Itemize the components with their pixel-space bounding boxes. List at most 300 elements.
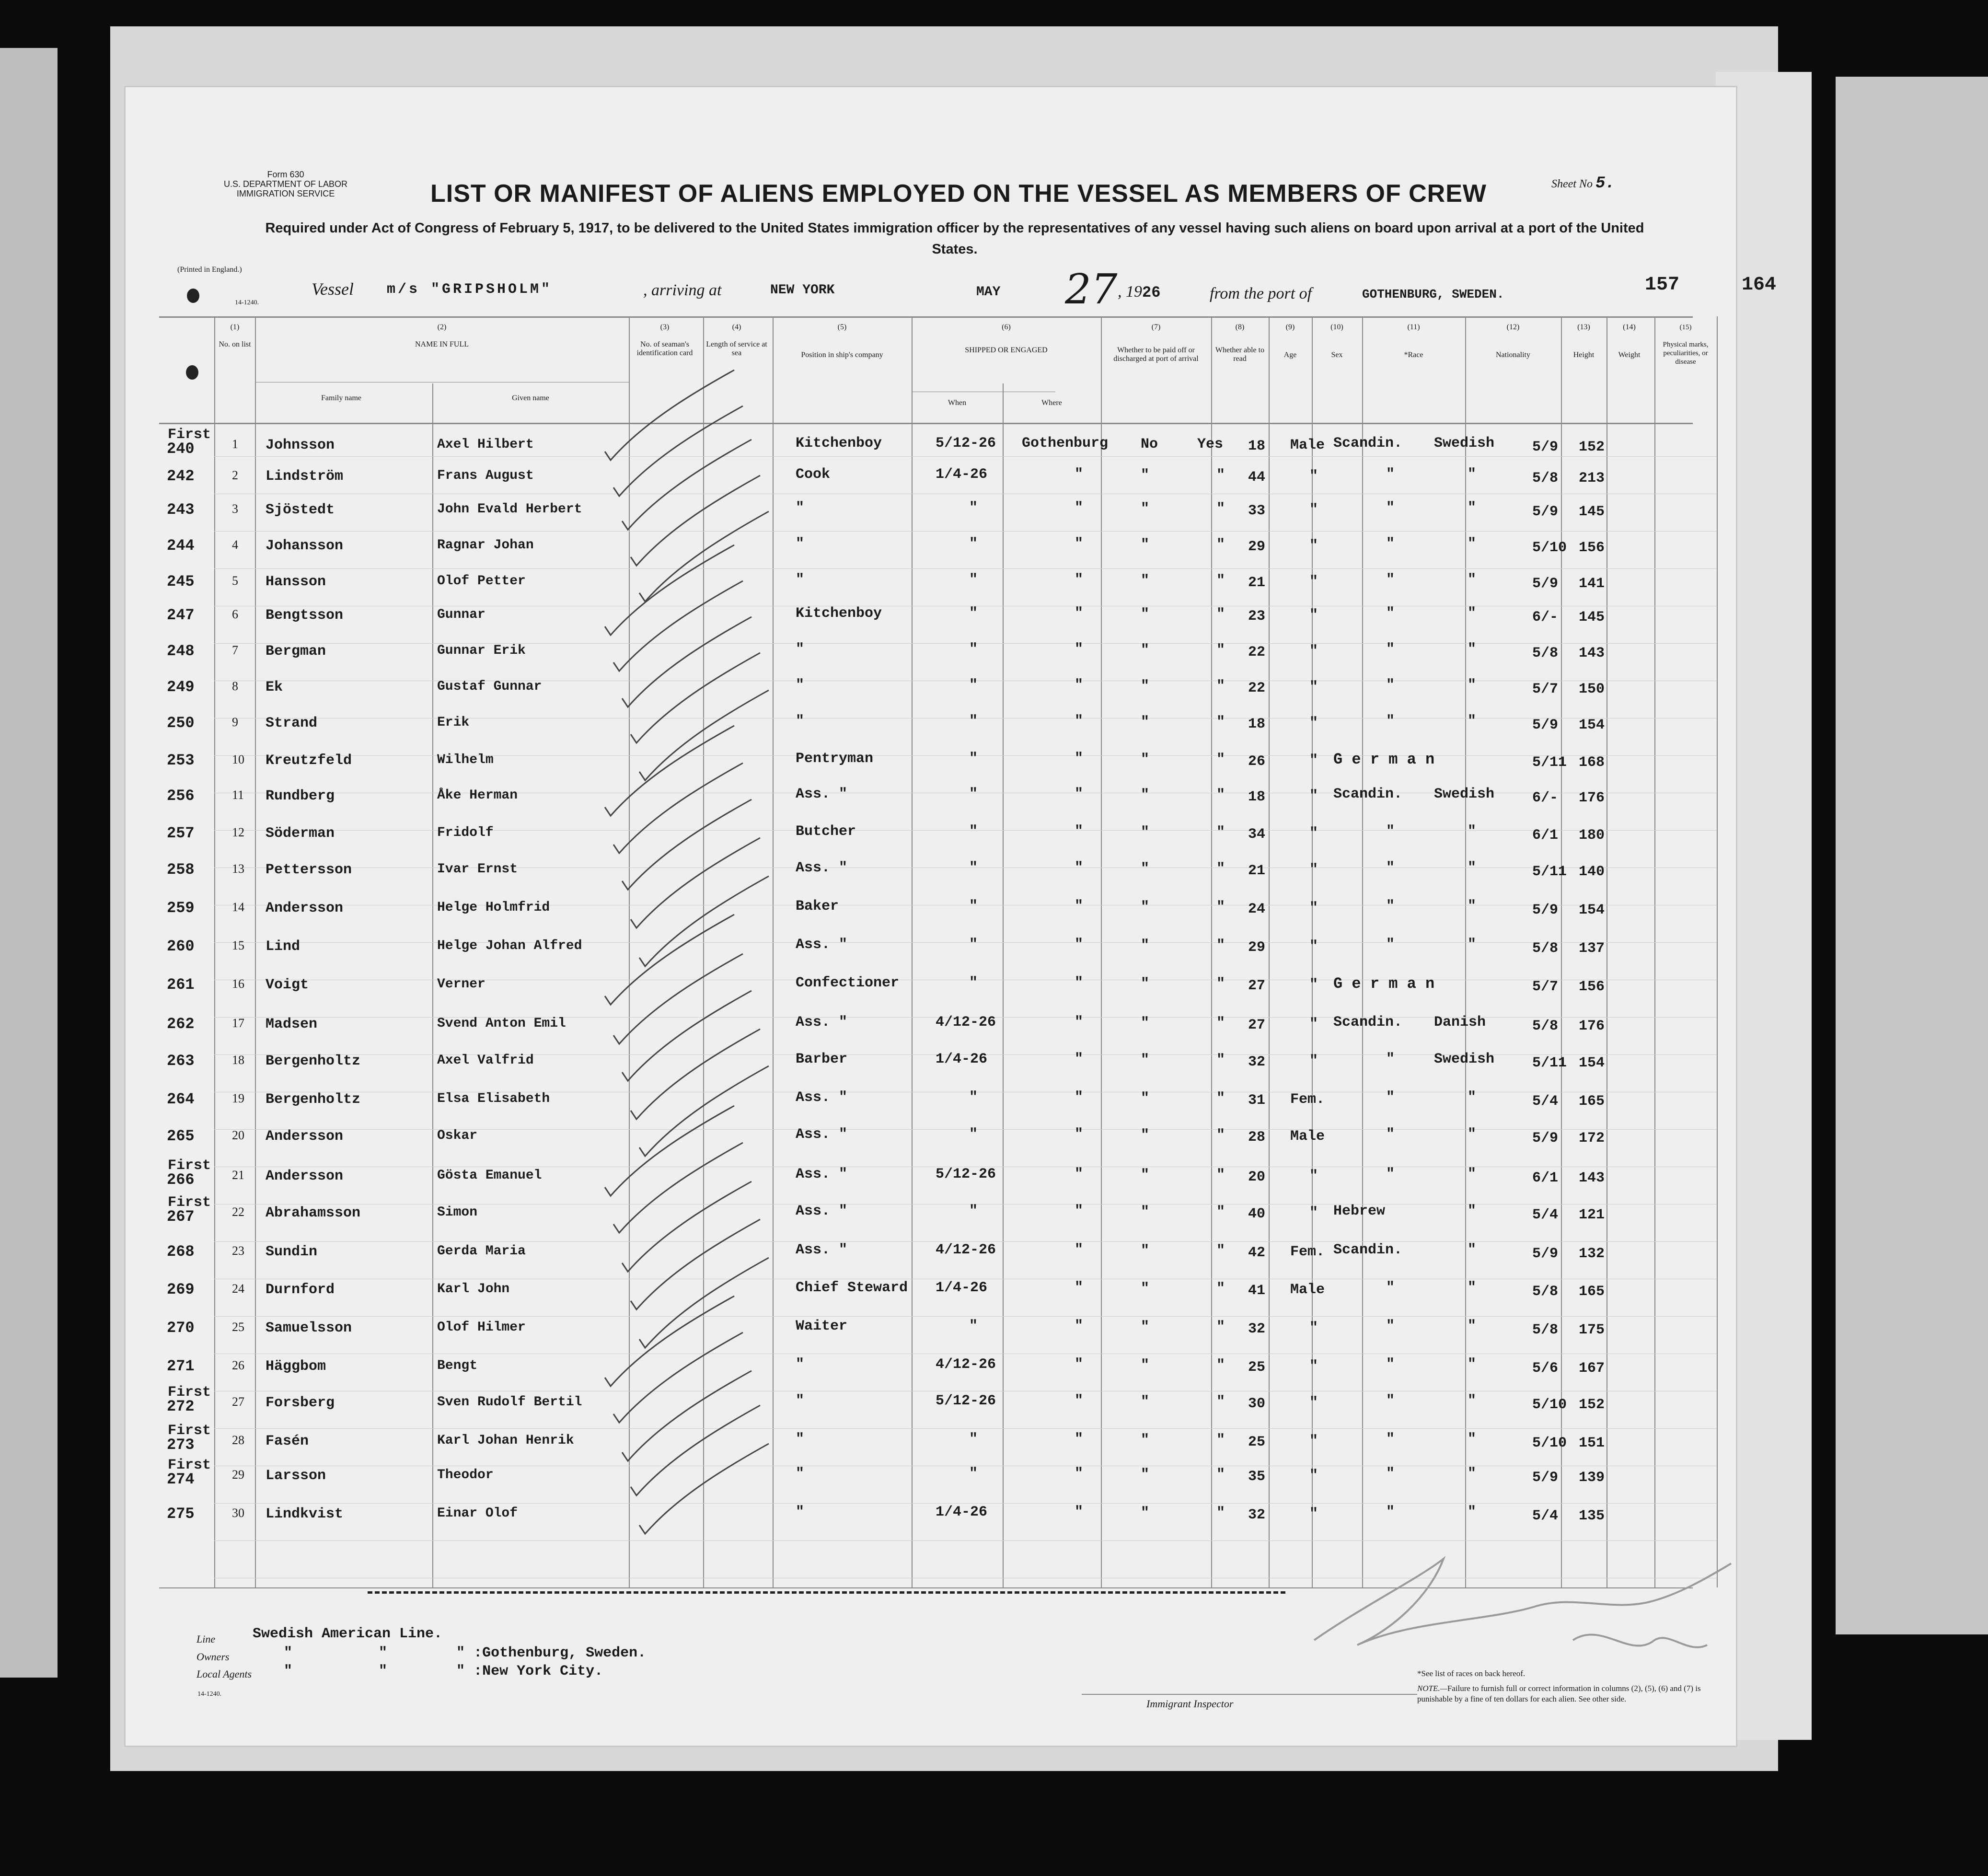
cell-weight: 152 <box>1579 439 1605 455</box>
cell-position: Ass. " <box>796 1203 848 1219</box>
cell-weight: 154 <box>1579 902 1605 918</box>
from-port: GOTHENBURG, SWEDEN. <box>1362 287 1504 301</box>
header-col-12-label: Nationality <box>1496 351 1530 359</box>
cell-read: " <box>1216 606 1225 623</box>
cell-when: " <box>969 713 978 730</box>
cell-race: G e r m a n <box>1333 751 1435 768</box>
cell-when: 1/4-26 <box>936 466 988 483</box>
cell-weight: 176 <box>1579 1018 1605 1034</box>
cell-family: Strand <box>266 715 318 731</box>
header-col-13-num: (13) <box>1577 323 1590 331</box>
header-col-2a: Family name <box>321 394 361 402</box>
cell-no: 28 <box>232 1433 244 1447</box>
vessel-label: Vessel <box>312 279 354 299</box>
cell-height: 5/8 <box>1532 1018 1559 1034</box>
check-mark <box>631 838 760 928</box>
cell-age: 40 <box>1248 1206 1266 1222</box>
cell-age: 26 <box>1248 753 1266 770</box>
cell-when: 4/12-26 <box>936 1014 996 1031</box>
cell-position: " <box>796 536 805 552</box>
cell-when: " <box>969 1431 978 1448</box>
cell-when: 5/12-26 <box>936 1393 996 1409</box>
header-col-15-num: (15) <box>1679 324 1692 331</box>
cell-read: " <box>1216 1357 1225 1374</box>
check-mark <box>631 1029 760 1119</box>
cell-read: " <box>1216 1167 1225 1183</box>
cell-weight: 132 <box>1579 1246 1605 1262</box>
cell-height: 5/9 <box>1532 717 1559 733</box>
check-mark <box>639 1444 769 1534</box>
cell-age: 21 <box>1248 575 1266 591</box>
cell-read: Yes <box>1197 436 1224 452</box>
cell-weight: 175 <box>1579 1322 1605 1338</box>
cell-when: " <box>969 823 978 840</box>
cell-family: Häggbom <box>266 1358 326 1375</box>
cell-tag: First <box>168 1457 211 1473</box>
cell-nat: " <box>1468 1280 1477 1296</box>
cell-nat: " <box>1468 1242 1477 1258</box>
cell-nat: " <box>1468 1431 1477 1448</box>
check-mark <box>622 991 751 1081</box>
cell-position: " <box>796 500 805 516</box>
cell-nat: " <box>1468 1393 1477 1409</box>
cell-when: " <box>969 860 978 876</box>
cell-no: 7 <box>232 643 238 657</box>
cell-height: 5/8 <box>1532 470 1559 486</box>
cell-read: " <box>1216 1319 1225 1335</box>
cell-race: " <box>1386 1318 1395 1334</box>
cell-race: " <box>1386 823 1395 840</box>
cell-family: Durnford <box>266 1282 335 1298</box>
check-mark <box>605 1106 734 1196</box>
header-col-5-label: Position in ship's company <box>801 351 883 359</box>
cell-sex: " <box>1309 574 1318 590</box>
cell-read: " <box>1216 938 1225 954</box>
cell-paid: " <box>1141 714 1150 730</box>
cell-position: Ass. " <box>796 937 848 953</box>
cell-sex: Fem. <box>1290 1091 1325 1108</box>
cell-height: 5/10 <box>1532 1397 1567 1413</box>
cell-paid: " <box>1141 1281 1150 1297</box>
cell-race: " <box>1386 1431 1395 1448</box>
cell-read: " <box>1216 642 1225 659</box>
cell-no: 3 <box>232 502 238 516</box>
cell-age: 22 <box>1248 644 1266 660</box>
cell-ref: 266 <box>167 1171 195 1189</box>
cell-race: " <box>1386 677 1395 694</box>
cell-sex: " <box>1309 1358 1318 1375</box>
check-mark <box>631 653 760 743</box>
cell-age: 42 <box>1248 1245 1266 1261</box>
cell-height: 6/- <box>1532 609 1559 625</box>
header-col-1-num: (1) <box>230 323 240 331</box>
cell-read: " <box>1216 537 1225 553</box>
arrival-day: 27 <box>1065 266 1118 313</box>
cell-ref: 250 <box>167 714 195 732</box>
cell-weight: 213 <box>1579 470 1605 486</box>
check-mark <box>622 799 751 890</box>
cell-tag: First <box>168 1423 211 1439</box>
header-col-14-label: Weight <box>1618 351 1641 359</box>
cell-nat: Danish <box>1434 1014 1486 1031</box>
cell-position: " <box>796 1393 805 1409</box>
cell-no: 29 <box>232 1468 244 1482</box>
cell-where: " <box>1075 713 1084 730</box>
cell-given: Helge Johan Alfred <box>437 938 582 953</box>
cell-where: " <box>1075 1356 1084 1373</box>
cell-height: 5/11 <box>1532 864 1567 880</box>
cell-paid: " <box>1141 1204 1150 1220</box>
cell-position: Kitchenboy <box>796 605 882 622</box>
cell-sex: " <box>1309 788 1318 804</box>
cell-paid: " <box>1141 537 1150 553</box>
header-col-3-num: (3) <box>660 323 670 331</box>
form-number: Form 630 <box>267 170 304 179</box>
header-col-9-num: (9) <box>1285 323 1295 331</box>
cell-read: " <box>1216 467 1225 484</box>
cell-where: " <box>1075 1466 1084 1482</box>
check-mark <box>613 954 743 1044</box>
cell-paid: " <box>1141 1015 1150 1031</box>
cell-height: 5/9 <box>1532 1470 1559 1486</box>
cell-read: " <box>1216 899 1225 915</box>
header-col-1-label: No. on list <box>219 340 251 348</box>
check-mark <box>631 475 760 566</box>
cell-paid: " <box>1141 501 1150 517</box>
printed-note: (Printed in England.) <box>177 266 242 274</box>
header-col-6b: Where <box>1041 399 1062 407</box>
cell-age: 22 <box>1248 680 1266 696</box>
cell-position: Confectioner <box>796 975 900 991</box>
header-col-11-label: *Race <box>1404 351 1423 359</box>
cell-no: 27 <box>232 1395 244 1409</box>
cell-given: Bengt <box>437 1358 478 1373</box>
cell-ref: 269 <box>167 1281 195 1298</box>
cell-when: " <box>969 536 978 552</box>
cell-position: " <box>796 572 805 588</box>
header-col-3-label: No. of seaman's identification card <box>636 340 693 357</box>
cell-age: 35 <box>1248 1469 1266 1485</box>
cell-no: 26 <box>232 1358 244 1372</box>
cell-given: Fridolf <box>437 825 494 840</box>
cell-paid: " <box>1141 1167 1150 1183</box>
cell-no: 13 <box>232 862 244 876</box>
cell-paid: " <box>1141 752 1150 768</box>
cell-given: Oskar <box>437 1128 478 1143</box>
cell-nat: " <box>1468 1356 1477 1373</box>
cell-ref: 264 <box>167 1090 195 1108</box>
cell-no: 21 <box>232 1168 244 1182</box>
vessel-name: m/s "GRIPSHOLM" <box>387 281 553 298</box>
cell-race: " <box>1386 1126 1395 1143</box>
cell-ref: 261 <box>167 976 195 994</box>
cell-when: " <box>969 1126 978 1143</box>
cell-paid: " <box>1141 1090 1150 1107</box>
cell-family: Bergman <box>266 643 326 660</box>
cell-paid: " <box>1141 642 1150 659</box>
cell-ref: 270 <box>167 1319 195 1337</box>
cell-weight: 152 <box>1579 1397 1605 1413</box>
cell-weight: 145 <box>1579 609 1605 625</box>
header-col-15-label: Physical marks, peculiarities, or disease <box>1663 341 1709 366</box>
cell-position: Chief Steward <box>796 1280 908 1296</box>
check-mark <box>605 1296 734 1386</box>
cell-ref: 274 <box>167 1471 195 1488</box>
cell-nat: Swedish <box>1434 786 1495 802</box>
cell-paid: " <box>1141 573 1150 589</box>
cell-race: " <box>1386 1504 1395 1520</box>
cell-where: " <box>1075 641 1084 658</box>
cell-ref: 247 <box>167 606 195 624</box>
cell-weight: 168 <box>1579 754 1605 771</box>
cell-race: " <box>1386 641 1395 658</box>
cell-read: " <box>1216 1505 1225 1521</box>
cell-given: Gunnar <box>437 607 485 622</box>
check-mark <box>613 406 743 496</box>
cell-position: " <box>796 1356 805 1373</box>
cell-when: 4/12-26 <box>936 1356 996 1373</box>
cell-position: Barber <box>796 1051 848 1067</box>
cell-family: Söderman <box>266 825 335 842</box>
header-col-6-label: SHIPPED OR ENGAGED <box>965 346 1048 354</box>
cell-family: Lindström <box>266 468 344 485</box>
cell-weight: 150 <box>1579 681 1605 697</box>
cell-sex: " <box>1309 900 1318 916</box>
cell-paid: " <box>1141 678 1150 695</box>
cell-no: 20 <box>232 1128 244 1142</box>
footer-races-note: *See list of races on back hereof. <box>1417 1669 1526 1678</box>
cell-age: 18 <box>1248 438 1266 454</box>
header-col-8-num: (8) <box>1235 323 1245 331</box>
form-service: IMMIGRATION SERVICE <box>236 189 335 198</box>
stamp-number-a: 157 <box>1645 274 1680 296</box>
cell-age: 32 <box>1248 1507 1266 1523</box>
cell-nat: " <box>1468 1466 1477 1482</box>
cell-family: Andersson <box>266 1168 344 1184</box>
cell-race: G e r m a n <box>1333 975 1435 993</box>
cell-sex: " <box>1309 1320 1318 1336</box>
cell-no: 15 <box>232 938 244 952</box>
cell-position: Ass. " <box>796 1126 848 1143</box>
header-col-8-label: Whether able to read <box>1215 346 1265 363</box>
cell-family: Bergenholtz <box>266 1053 361 1069</box>
cell-weight: 172 <box>1579 1130 1605 1146</box>
cell-ref: 262 <box>167 1015 195 1033</box>
cell-when: 1/4-26 <box>936 1504 988 1520</box>
check-mark <box>639 511 769 602</box>
header-col-12-num: (12) <box>1506 323 1520 331</box>
cell-ref: 275 <box>167 1505 195 1523</box>
check-mark <box>639 1258 769 1348</box>
cell-height: 5/6 <box>1532 1360 1559 1377</box>
cell-sex: " <box>1309 1205 1318 1221</box>
cell-given: Gunnar Erik <box>437 643 526 658</box>
cell-height: 5/7 <box>1532 681 1559 697</box>
cell-paid: " <box>1141 1127 1150 1144</box>
cell-position: Ass. " <box>796 786 848 802</box>
cell-no: 9 <box>232 715 238 729</box>
cell-no: 1 <box>232 437 238 451</box>
check-mark <box>639 876 769 966</box>
cell-height: 5/8 <box>1532 645 1559 661</box>
header-col-5-num: (5) <box>837 323 847 331</box>
cell-paid: " <box>1141 1505 1150 1521</box>
cell-family: Hansson <box>266 574 326 590</box>
cell-where: " <box>1075 572 1084 588</box>
cell-nat: " <box>1468 572 1477 588</box>
cell-height: 5/8 <box>1532 940 1559 957</box>
cell-family: Lindkvist <box>266 1506 344 1522</box>
cell-sex: " <box>1309 1016 1318 1032</box>
header-col-6a: When <box>948 399 967 407</box>
cell-race: " <box>1386 1280 1395 1296</box>
cell-position: Ass. " <box>796 1089 848 1106</box>
cell-where: " <box>1075 860 1084 876</box>
check-mark <box>605 545 734 635</box>
header-col-14-num: (14) <box>1623 323 1636 331</box>
cell-position: Pentryman <box>796 751 874 767</box>
cell-no: 4 <box>232 538 238 552</box>
cell-nat: " <box>1468 713 1477 730</box>
cell-age: 27 <box>1248 1017 1266 1033</box>
cell-sex: Male <box>1290 1128 1325 1145</box>
cell-family: Pettersson <box>266 862 352 878</box>
cell-height: 5/4 <box>1532 1508 1559 1524</box>
header-col-6-num: (6) <box>1002 323 1011 331</box>
cell-height: 5/9 <box>1532 1246 1559 1262</box>
cell-ref: 257 <box>167 824 195 842</box>
cell-read: " <box>1216 1090 1225 1107</box>
cell-family: Lind <box>266 938 301 955</box>
cell-height: 5/11 <box>1532 754 1567 771</box>
cell-given: Wilhelm <box>437 753 494 767</box>
cell-age: 29 <box>1248 939 1266 956</box>
check-mark <box>622 617 751 707</box>
cell-paid: " <box>1141 1243 1150 1259</box>
cell-family: Bergenholtz <box>266 1091 361 1108</box>
cell-position: Ass. " <box>796 860 848 876</box>
sheet-label: Sheet No <box>1551 178 1593 190</box>
cell-weight: 139 <box>1579 1470 1605 1486</box>
cell-race: " <box>1386 1356 1395 1373</box>
check-mark <box>639 1066 769 1156</box>
check-mark <box>622 1181 751 1272</box>
cell-family: Ek <box>266 679 283 695</box>
cell-when: " <box>969 1466 978 1482</box>
inspector-signature <box>1285 1549 1745 1664</box>
cell-height: 5/11 <box>1532 1055 1567 1071</box>
cell-sex: " <box>1309 715 1318 731</box>
cell-height: 5/8 <box>1532 1284 1559 1300</box>
cell-given: Erik <box>437 715 470 730</box>
arriving-label: , arriving at <box>643 281 722 299</box>
cell-paid: " <box>1141 899 1150 915</box>
footer-owners-label: Owners <box>196 1651 230 1663</box>
cell-age: 30 <box>1248 1396 1266 1412</box>
cell-race: " <box>1386 898 1395 915</box>
manifest-page <box>126 87 1777 1746</box>
cell-weight: 135 <box>1579 1508 1605 1524</box>
cell-when: " <box>969 572 978 588</box>
cell-nat: " <box>1468 823 1477 840</box>
cell-read: " <box>1216 573 1225 589</box>
cell-sex: " <box>1309 825 1318 842</box>
cell-race: " <box>1386 1166 1395 1182</box>
cell-paid: " <box>1141 1357 1150 1374</box>
cell-given: Åke Herman <box>437 788 518 803</box>
cell-height: 5/9 <box>1532 439 1559 455</box>
cell-height: 5/9 <box>1532 576 1559 592</box>
cell-no: 23 <box>232 1244 244 1258</box>
cell-when: 1/4-26 <box>936 1280 988 1296</box>
from-label: from the port of <box>1210 285 1312 302</box>
cell-given: Helge Holmfrid <box>437 900 550 915</box>
cell-position: " <box>796 1504 805 1520</box>
cell-given: Sven Rudolf Bertil <box>437 1395 582 1410</box>
cell-given: Gustaf Gunnar <box>437 679 542 694</box>
cell-where: " <box>1075 677 1084 694</box>
footer-owners-value: " " " :Gothenburg, Sweden. <box>284 1645 647 1661</box>
check-mark <box>631 1219 760 1309</box>
header-col-13-label: Height <box>1573 351 1595 359</box>
cell-race: Scandin. <box>1333 1014 1403 1031</box>
cell-position: " <box>796 641 805 658</box>
cell-sex: " <box>1309 679 1318 695</box>
year-prefix: , 19 <box>1118 283 1142 301</box>
cell-race: " <box>1386 1051 1395 1067</box>
cell-ref: 260 <box>167 938 195 955</box>
cell-given: Karl John <box>437 1282 510 1297</box>
cell-nat: " <box>1468 500 1477 516</box>
cell-no: 8 <box>232 679 238 693</box>
cell-when: 4/12-26 <box>936 1242 996 1258</box>
cell-where: " <box>1075 937 1084 953</box>
cell-nat: " <box>1468 898 1477 915</box>
cell-sex: Male <box>1290 437 1325 453</box>
cell-height: 6/1 <box>1532 827 1559 844</box>
cell-height: 5/4 <box>1532 1093 1559 1110</box>
cell-given: Ragnar Johan <box>437 538 534 553</box>
cell-age: 18 <box>1248 716 1266 732</box>
cell-sex: " <box>1309 643 1318 660</box>
cell-where: " <box>1075 1393 1084 1409</box>
cell-when: " <box>969 786 978 802</box>
cell-nat: Swedish <box>1434 435 1495 452</box>
cell-ref: 248 <box>167 642 195 660</box>
underlying-sheet-left <box>0 48 58 1678</box>
cell-position: Kitchenboy <box>796 435 882 452</box>
cell-given: Gösta Emanuel <box>437 1168 542 1183</box>
cell-no: 22 <box>232 1205 244 1219</box>
cell-age: 28 <box>1248 1129 1266 1146</box>
cell-nat: " <box>1468 1089 1477 1106</box>
cell-race: " <box>1386 713 1395 730</box>
cell-ref: 242 <box>167 467 195 485</box>
cell-when: " <box>969 898 978 915</box>
check-mark <box>613 581 743 671</box>
cell-no: 12 <box>232 825 244 839</box>
cell-sex: " <box>1309 977 1318 993</box>
cell-read: " <box>1216 1052 1225 1068</box>
cell-given: Karl Johan Henrik <box>437 1433 574 1448</box>
cell-height: 5/9 <box>1532 1130 1559 1146</box>
cell-sex: " <box>1309 538 1318 554</box>
cell-where: " <box>1075 500 1084 516</box>
cell-age: 32 <box>1248 1054 1266 1070</box>
cell-when: " <box>969 500 978 516</box>
cell-given: Axel Hilbert <box>437 437 534 452</box>
cell-weight: 156 <box>1579 540 1605 556</box>
